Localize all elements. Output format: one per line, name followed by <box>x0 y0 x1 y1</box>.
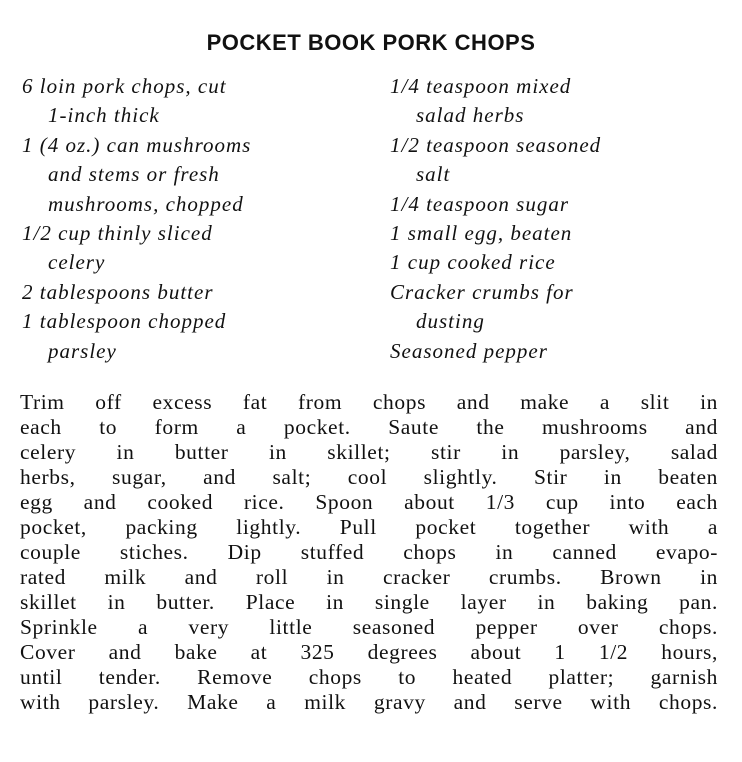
ingredient-line: 1 (4 oz.) can mushrooms <box>22 132 252 157</box>
ingredient-line: 1/2 teaspoon seasoned <box>390 132 602 157</box>
recipe-title: POCKET BOOK PORK CHOPS <box>206 30 536 55</box>
ingredients-left-column <box>22 72 251 366</box>
ingredient-line: parsley <box>48 338 117 363</box>
directions-line: Sprinkle a very little seasoned pepper over chops. <box>20 615 718 639</box>
ingredient-line: 1 small egg, beaten <box>390 220 573 245</box>
ingredient-line: Seasoned pepper <box>390 338 548 363</box>
ingredient-item <box>390 278 601 337</box>
directions-line: couple stiches. Dip stuffed chops in canned evapo- <box>20 540 718 564</box>
directions-line: Trim off excess fat from chops and make a slit in <box>20 390 718 414</box>
ingredient-item <box>22 131 251 219</box>
ingredient-item <box>22 307 251 366</box>
ingredient-line: 1 tablespoon chopped <box>22 309 227 334</box>
ingredient-item <box>390 248 601 277</box>
ingredient-line: 1/2 cup thinly sliced <box>22 220 213 245</box>
ingredient-item <box>390 190 601 219</box>
directions-line: with parsley. Make a milk gravy and serve with chops. <box>20 690 718 714</box>
directions-line: celery in butter in skillet; stir in parsley, salad <box>20 440 718 464</box>
ingredient-item <box>22 72 251 131</box>
ingredient-item <box>22 278 251 307</box>
directions-line: skillet in butter. Place in single layer in baking pan. <box>20 590 718 614</box>
ingredient-line: dusting <box>416 309 485 334</box>
ingredient-item <box>390 72 601 131</box>
directions-line: egg and cooked rice. Spoon about 1/3 cup into each <box>20 490 718 514</box>
directions-line: until tender. Remove chops to heated platter; garnish <box>20 665 718 689</box>
ingredient-item <box>22 219 251 278</box>
ingredient-line: salt <box>416 162 451 187</box>
ingredient-line: and stems or fresh <box>48 162 220 187</box>
ingredients-right-column <box>390 72 601 366</box>
ingredient-line: salad herbs <box>416 103 525 128</box>
directions-line: herbs, sugar, and salt; cool slightly. Stir in beaten <box>20 465 718 489</box>
ingredient-line: Cracker crumbs for <box>390 279 574 304</box>
ingredient-line: 1/4 teaspoon sugar <box>390 191 570 216</box>
ingredient-item <box>390 219 601 248</box>
ingredient-line: 1/4 teaspoon mixed <box>390 74 572 98</box>
ingredient-line: 2 tablespoons butter <box>22 279 214 304</box>
directions-line: rated milk and roll in cracker crumbs. Brown in <box>20 565 718 589</box>
ingredient-line: 6 loin pork chops, cut <box>22 74 227 98</box>
ingredient-item <box>390 337 601 366</box>
ingredient-line: celery <box>48 250 106 275</box>
ingredient-line: mushrooms, chopped <box>48 191 244 216</box>
directions-line: each to form a pocket. Saute the mushrooms and <box>20 415 718 439</box>
directions-line: Cover and bake at 325 degrees about 1 1/2 hours, <box>20 640 718 664</box>
directions-line: pocket, packing lightly. Pull pocket together with a <box>20 515 718 539</box>
ingredient-line: 1-inch thick <box>48 103 160 128</box>
ingredient-item <box>390 131 601 190</box>
directions-paragraph <box>20 390 718 715</box>
ingredient-line: 1 cup cooked rice <box>390 250 556 275</box>
